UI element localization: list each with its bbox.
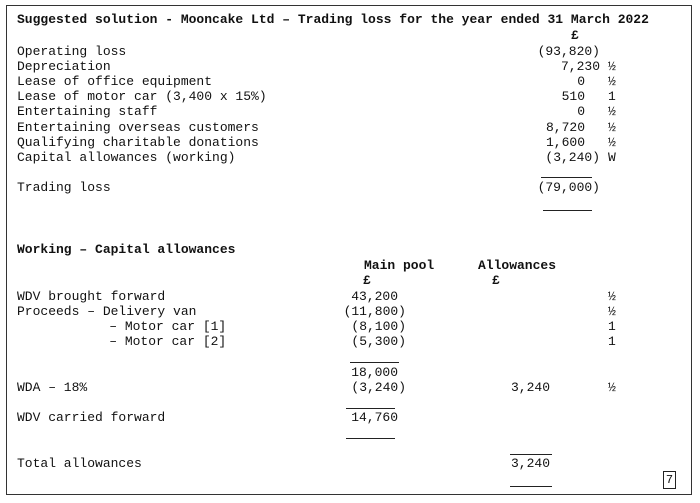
solution-title: Suggested solution - Mooncake Ltd – Trading loss for the year ended 31 March 2022	[17, 12, 649, 27]
row-label: – Motor car [2]	[39, 334, 227, 349]
row-label: – Motor car [1]	[39, 319, 227, 334]
row-mark: ½	[608, 104, 616, 119]
row-label: WDV brought forward	[17, 289, 166, 304]
pool-subtotal-rule	[350, 362, 399, 363]
col-header-allowances: Allowances	[478, 258, 557, 273]
row-mark: ½	[608, 74, 616, 89]
row-value: 7,230	[560, 59, 600, 74]
row-label: Operating loss	[17, 44, 127, 59]
row-mark: 1	[608, 89, 616, 104]
row-label: Entertaining staff	[17, 104, 158, 119]
row-mark: ½	[608, 59, 616, 74]
row-label: Proceeds – Delivery van	[17, 304, 197, 319]
row-mark: ½	[608, 135, 616, 150]
row-main: 43,200	[351, 289, 398, 304]
pool-subtotal: 18,000	[351, 365, 398, 380]
row-main: (5,300)	[351, 334, 406, 349]
row-label: Lease of motor car (3,400 x 15%)	[17, 89, 267, 104]
subtotal-rule	[541, 177, 592, 178]
trading-loss-label: Trading loss	[17, 180, 111, 195]
cf-rule	[346, 408, 395, 409]
row-label: Entertaining overseas customers	[17, 120, 259, 135]
wdv-cf-label: WDV carried forward	[17, 410, 166, 425]
wda-label: WDA – 18%	[17, 380, 88, 395]
row-value: (3,240)	[545, 150, 600, 165]
row-mark: ½	[608, 120, 616, 135]
currency-header: £	[571, 28, 579, 43]
allowances-rule	[510, 454, 552, 455]
currency-allowances: £	[492, 273, 500, 288]
row-main: (11,800)	[343, 304, 406, 319]
total-allowances-label: Total allowances	[17, 456, 142, 471]
row-label: Qualifying charitable donations	[17, 135, 259, 150]
row-mark: W	[608, 150, 616, 165]
currency-main-pool: £	[363, 273, 371, 288]
row-mark: ½	[608, 380, 616, 395]
total-rule	[543, 210, 592, 211]
total-allowances-value: 3,240	[510, 456, 550, 471]
row-label: Capital allowances (working)	[17, 150, 236, 165]
wdv-cf-main: 14,760	[351, 410, 398, 425]
row-value: 510	[561, 89, 585, 104]
row-value: 1,600	[545, 135, 585, 150]
row-mark: 1	[608, 334, 616, 349]
cf-underline	[346, 438, 395, 439]
working-heading: Working – Capital allowances	[17, 242, 236, 257]
row-mark: 1	[608, 319, 616, 334]
allowances-underline	[510, 486, 552, 487]
page-number: 7	[663, 471, 676, 489]
row-value: 8,720	[545, 120, 585, 135]
trading-loss-value: (79,000)	[537, 180, 600, 195]
row-value: (93,820)	[537, 44, 600, 59]
row-mark: ½	[608, 304, 616, 319]
row-value: 0	[577, 104, 585, 119]
row-value: 0	[577, 74, 585, 89]
row-main: (8,100)	[351, 319, 406, 334]
wda-allowance: 3,240	[510, 380, 550, 395]
row-mark: ½	[608, 289, 616, 304]
col-header-main-pool: Main pool	[364, 258, 435, 273]
row-label: Lease of office equipment	[17, 74, 213, 89]
wda-main: (3,240)	[351, 380, 406, 395]
row-label: Depreciation	[17, 59, 111, 74]
